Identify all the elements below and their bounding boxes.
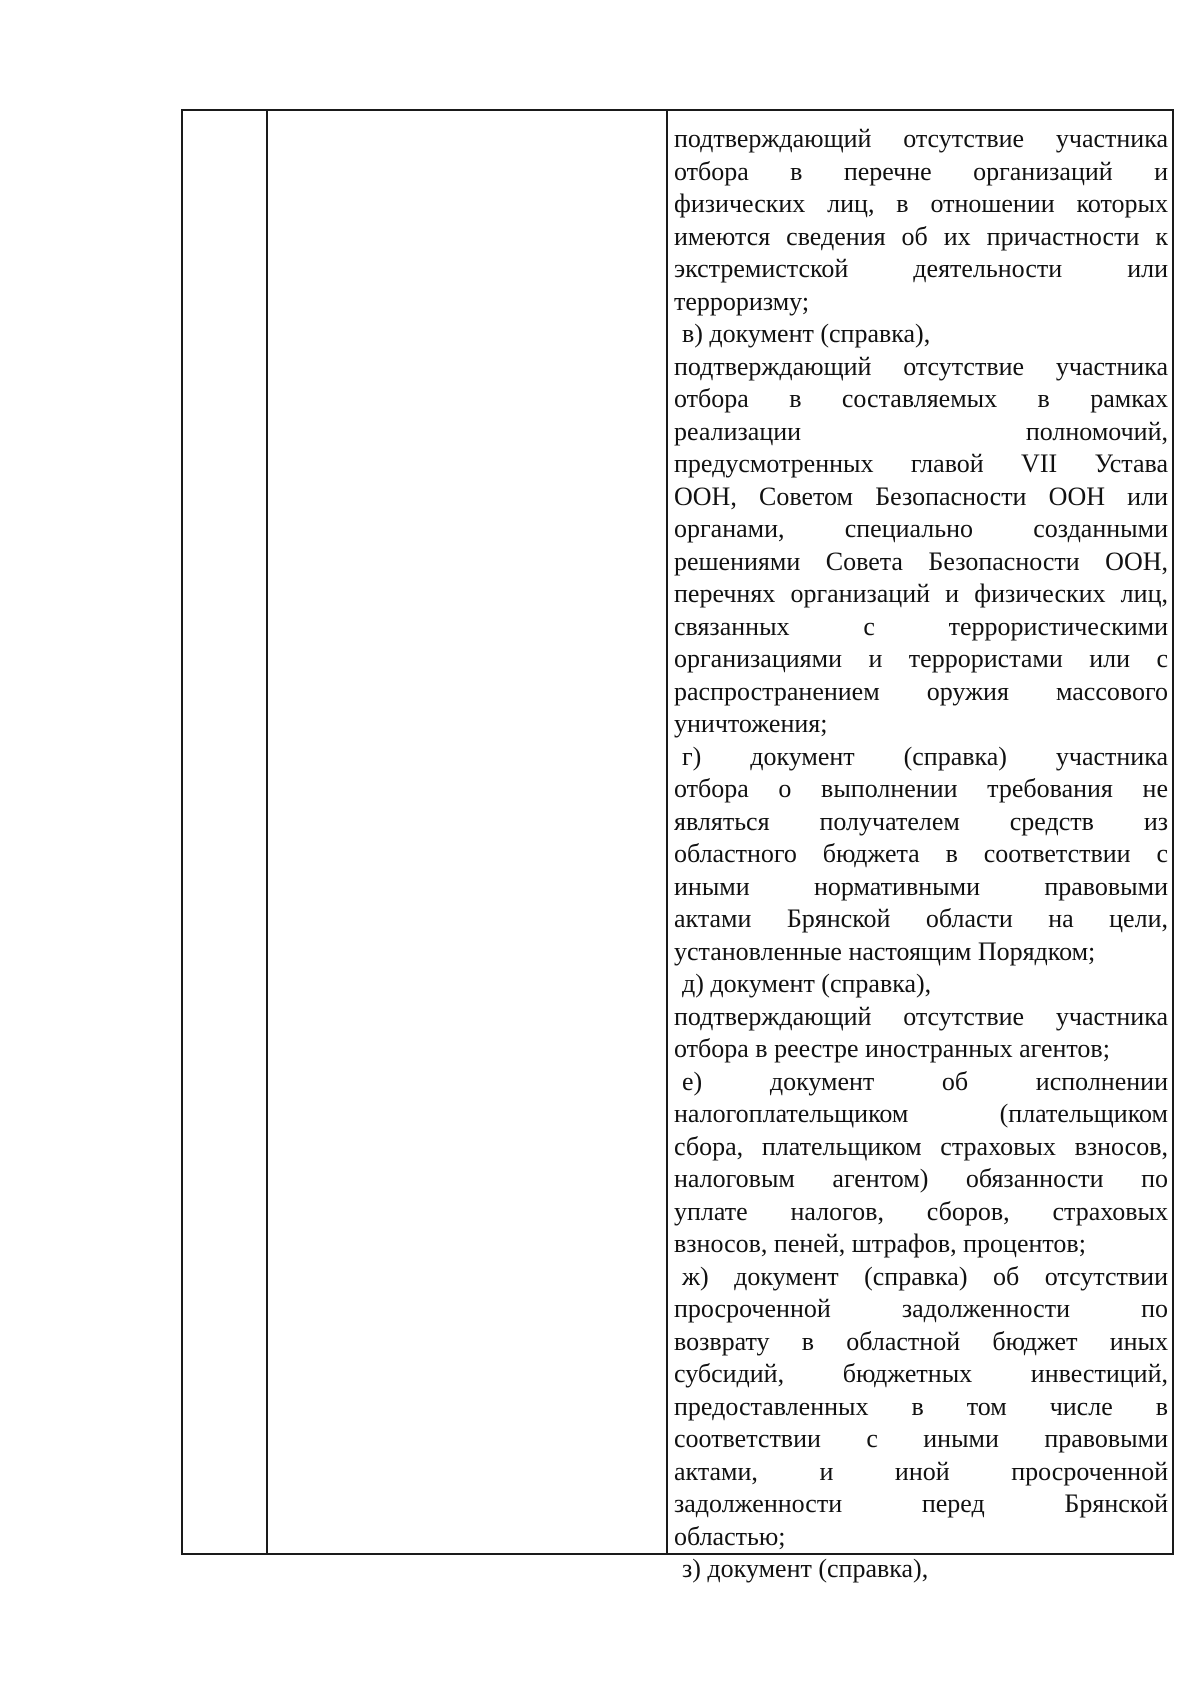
text-line: установленные настоящим Порядком; (674, 936, 1096, 966)
column-divider-1 (266, 111, 268, 1553)
text-line: возврату в областной бюджет иных (674, 1326, 1168, 1356)
text-line: отбора в перечне организаций и (674, 156, 1168, 186)
text-line: подтверждающий отсутствие участника (674, 351, 1168, 381)
requirements-cell (674, 123, 1168, 1586)
text-line: организациями и террористами или с (674, 644, 1168, 673)
text-line: ж) документ (справка) об отсутствии (682, 1261, 1168, 1291)
text-line: реализации полномочий, (674, 416, 1168, 446)
text-line: предоставленных в том числе в (674, 1391, 1168, 1421)
text-line: являться получателем средств из (674, 806, 1168, 836)
text-line: актами Брянской области на цели, (674, 904, 1168, 933)
text-line: отбора в реестре иностранных агентов; (674, 1034, 1110, 1063)
text-line: субсидий, бюджетных инвестиций, (674, 1359, 1168, 1388)
text-line: з) документ (справка), (682, 1554, 929, 1583)
text-line: перечнях организаций и физических лиц, (674, 579, 1168, 608)
text-line: подтверждающий отсутствие участника (674, 1001, 1168, 1031)
document-table (181, 109, 1174, 1583)
text-line: областью; (674, 1521, 786, 1551)
text-line: е) документ об исполнении (682, 1066, 1168, 1096)
text-line: решениями Совета Безопасности ООН, (674, 546, 1168, 576)
text-line: налоговым агентом) обязанности по (674, 1164, 1168, 1193)
text-line: в) документ (справка), (682, 319, 931, 348)
text-line: терроризму; (674, 286, 810, 316)
text-line: отбора о выполнении требования не (674, 774, 1168, 803)
text-line: имеются сведения об их причастности к (674, 221, 1168, 251)
text-line: налогоплательщиком (плательщиком (674, 1099, 1168, 1128)
text-line: подтверждающий отсутствие участника (674, 124, 1168, 153)
text-line: взносов, пеней, штрафов, процентов; (674, 1229, 1086, 1258)
text-line: распространением оружия массового (674, 676, 1168, 706)
text-line: актами, и иной просроченной (674, 1456, 1168, 1486)
text-line: экстремистской деятельности или (674, 254, 1168, 283)
text-line: физических лиц, в отношении которых (674, 189, 1168, 218)
text-line: г) документ (справка) участника (682, 741, 1168, 771)
text-line: областного бюджета в соответствии с (674, 839, 1168, 868)
text-line: уничтожения; (674, 709, 828, 738)
text-line: задолженности перед Брянской (674, 1489, 1168, 1518)
column-divider-2 (666, 111, 668, 1553)
text-line: соответствии с иными правовыми (674, 1424, 1168, 1453)
text-line: отбора в составляемых в рамках (674, 384, 1168, 413)
text-line: иными нормативными правовыми (674, 871, 1168, 901)
text-line: просроченной задолженности по (674, 1294, 1168, 1323)
text-line: сбора, плательщиком страховых взносов, (674, 1131, 1168, 1161)
text-line: д) документ (справка), (682, 969, 932, 998)
text-line: ООН, Советом Безопасности ООН или (674, 481, 1168, 511)
text-line: органами, специально созданными (674, 514, 1168, 543)
text-line: уплате налогов, сборов, страховых (674, 1196, 1168, 1226)
text-line: связанных с террористическими (674, 611, 1168, 641)
text-line: предусмотренных главой VII Устава (674, 449, 1168, 478)
